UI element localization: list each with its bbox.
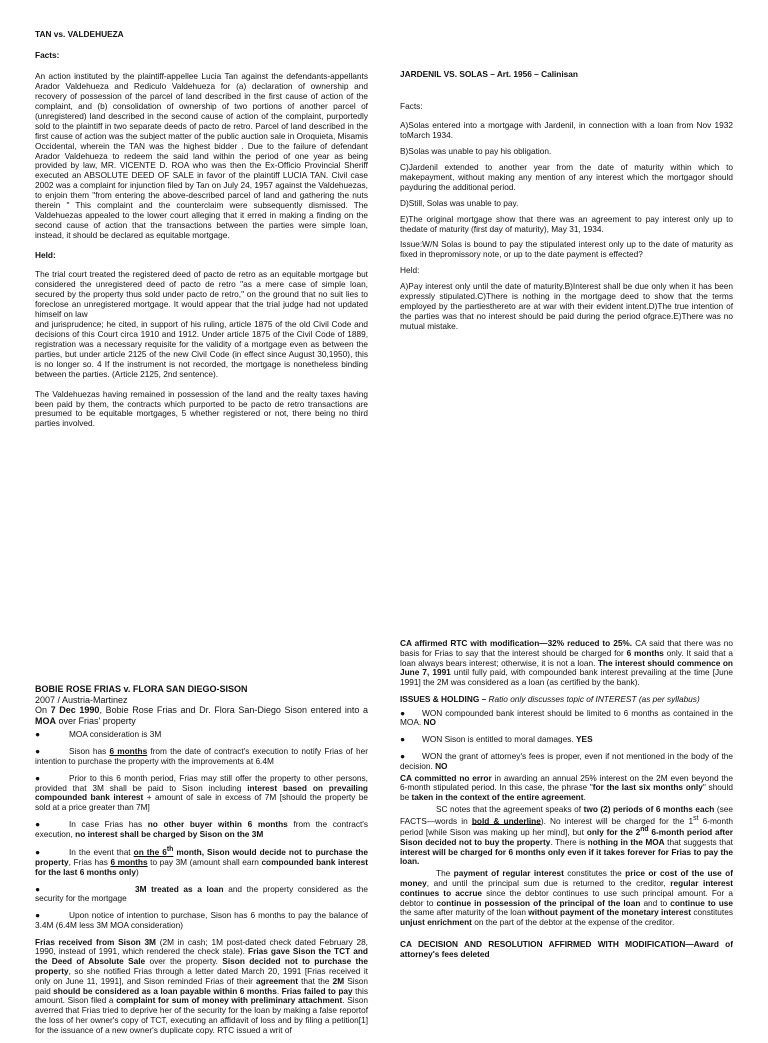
emphasis-text: agreement — [256, 975, 298, 986]
emphasis-text: month, Sison would decide not to purchase the property — [35, 847, 368, 868]
emphasis-text: bold & underline — [471, 815, 541, 826]
issue-item — [400, 752, 733, 772]
ratio-paragraph — [400, 869, 733, 928]
text-run: on the part of the debtor at the expense of the creditor. — [471, 917, 675, 928]
text-run: . — [583, 792, 586, 803]
answer-text: NO — [423, 717, 436, 728]
emphasis-text: on the 6 — [133, 847, 167, 858]
text-run: 6-month period [while Sison was making up her mind], but — [400, 815, 734, 838]
facts-paragraph: An action instituted by the plaintiff-appellee Lucia Tan against the defendants-appellants Arador Valdehueza and Rediculo Valdehueza for (a) declaration of ownership and recovery of possession of the parcel of land described in the first cause of action of the complaint, and (b) consolidation of ownership of two portions of another parcel of (unregistered) land described in the second cause of action of the complaint, purportedly sold to the plaintiff in two separate deeds of pacto de retro. Parcel of land described in the first cause of action was the subject matter of the public auction sale in Oroquieta, Misamis Occidental, wherein the TAN was the highest bidder . Due to the failure of defendant Arador Valdehueza to redeem the said land within the period of one year as being provided by law, MR. VICENTE D. ROA who was then the Ex-Officio Provincial Sheriff executed an ABSOLUTE DEED OF SALE in favor of the plaintiff LUCIA TAN. Civil case 2002 was a complaint for injunction filed by Tan on July 24, 1957 against the Valdehuezas, to enjoin them "from entering the above-described parcel of land and gathering the nuts therein " This complaint and the counterclaim were subsequently dismissed. The Valdehuezas appealed to the lower court alleging that it erred in making a finding on the second cause of action that the transactions between the parties were simple loan, instead, it should be declared as equitable mortgage. — [35, 70, 368, 241]
fact-b: B)Solas was unable to pay his obligation. — [400, 145, 552, 156]
text-run: only. It said that a loan always bears interest; otherwise, it is not a loan. — [400, 647, 733, 668]
bullet-icon: ● — [400, 751, 406, 762]
text-run: to pay 3M (amount shall earn — [147, 857, 262, 868]
ca-ruling-paragraph — [400, 639, 733, 688]
bullet-icon: ● — [400, 734, 406, 745]
superscript: st — [693, 814, 699, 822]
text-run: , Bobie Rose Frias and Dr. Flora San-Diego Sison entered into a — [99, 705, 368, 716]
emphasis-text: nothing in the MOA — [587, 836, 665, 847]
text-run: that the — [298, 975, 333, 986]
emphasis-text: 2M — [332, 975, 345, 986]
ratio-paragraph — [400, 805, 733, 867]
emphasis-text: taken in the context of the entire agreement — [411, 792, 584, 803]
text-run: from the date of contract's execution to notify Frias of her intention to purchase the property with the improvements at 6.4M — [35, 746, 368, 766]
emphasis-text: regular interest continues to accrue — [400, 877, 734, 898]
moa-text: MOA — [35, 715, 56, 726]
emphasis-text: interest will be charged for 6 months only even if it takes forever for Frias to pay the loan. — [400, 846, 733, 867]
bullet-text: MOA consideration is 3M — [69, 729, 162, 740]
text-run: and to — [640, 897, 671, 908]
emphasis-text: price or cost of the use of money — [400, 868, 733, 888]
text-run: , so she notified Frias through a letter dated March 20, 1991 [Frias received it only on June 11, 1991], and Sison reminded Frias of their — [35, 966, 368, 986]
bullet-icon: ● — [35, 818, 41, 829]
emphasis-text: Frias gave Sison the TCT and the Deed of Absolute Sale — [35, 946, 368, 967]
text-run: over Frias' property — [56, 715, 136, 726]
held-paragraph-continued: and jurisprudence; he cited, in support of his ruling, article 1875 of the old Civil Code and decisions of this Court circa 1910 and 1912. Under article 1875 of the Civil Code of 1889, registration was a necessary requisite for the validity of a mortgage even as between the parties, but under article 2125 of the new Civil Code (in effect since August 30,1950), this is no longer so. 4 If the instrument is not recorded, the mortgage is nonetheless binding between the parties. (Article 2125, 2nd sentence). — [35, 318, 368, 379]
disposition-paragraph: CA DECISION AND RESOLUTION AFFIRMED WITH MODIFICATION—Award of attorney's fees deleted — [400, 938, 733, 959]
text-run: WON compounded bank interest should be limited to 6 months as contained in the MOA. — [400, 707, 733, 728]
issue-item — [400, 735, 733, 745]
emphasis-text: without payment of the monetary interest — [528, 907, 692, 918]
case-subtitle: 2007 / Austria-Martinez — [35, 694, 128, 705]
bullet-item — [35, 846, 368, 877]
emphasis-text: only for the 2 — [586, 827, 641, 838]
text-run: . There is — [550, 836, 588, 847]
held-paragraph: The trial court treated the registered deed of pacto de retro as an equitable mortgage but considered the unregistered deed of pacto de retro "as a mere case of simple loan, secured by the property thus sold under pacto de retro," on the ground that no suit lies to foreclose an unregistered mortgage. It would appear that the trial judge had not updated himself on law — [35, 269, 368, 319]
frias-holding-section — [400, 639, 733, 966]
emphasis-text: no interest shall be charged by Sison on the 3M — [75, 828, 264, 839]
text-run: Prior to this 6 month period, Frias may still offer the property to other persons, provided that 3M shall be paid to Sison including — [35, 772, 368, 793]
bullet-item — [35, 911, 368, 931]
text-run: the same after maturity of the loan — [400, 907, 529, 918]
emphasis-text: Sison decided not to purchase the property — [35, 956, 368, 977]
text-run: since the debtor continues to use such principal amount. For a debtor to — [400, 887, 734, 908]
emphasis-text: no other buyer within 6 months — [147, 818, 288, 829]
emphasis-text: Frias failed to pay — [281, 985, 353, 996]
bullet-item — [35, 820, 368, 840]
text-run: WON the grant of attorney's fees is proper, even if not mentioned in the body of the decision. — [400, 751, 733, 771]
case-title: TAN vs. VALDEHUEZA — [35, 29, 124, 39]
emphasis-text: CA affirmed RTC with modification—32% reduced to 25%. — [400, 638, 633, 648]
text-run: . Sison averred that Frias tried to deprive her of the security for the loan by making a false report — [35, 995, 368, 1016]
text-run: until fully paid, with compounded bank interest prevailing at the time [June 1991] the 2M was considered as a loan (as certified by the bank). — [400, 667, 733, 688]
text-run: (see FACTS—words in — [400, 803, 733, 826]
held-label: Held: — [35, 250, 56, 261]
emphasis-text: complaint for sum of money with preliminary attachment — [116, 995, 343, 1006]
issue-paragraph: Issue:W/N Solas is bound to pay the stipulated interest only up to the date of maturity as fixed in thepromissory note, or up to the date payment is effected? — [400, 239, 733, 260]
held-label: Held: — [400, 265, 420, 276]
text-run: CA said that there was no basis for Frias to say that the interest should be charged for — [400, 638, 733, 658]
emphasis-text: for the last six months only — [592, 782, 703, 793]
bullet-item — [35, 774, 368, 813]
fact-d: D)Still, Solas was unable to pay. — [400, 197, 519, 208]
superscript: th — [166, 846, 174, 854]
answer-text: NO — [435, 760, 448, 771]
bullet-icon: ● — [35, 746, 41, 757]
emphasis-text: continue to use — [670, 897, 733, 908]
text-run: In case Frias has — [69, 818, 148, 829]
issues-heading — [400, 695, 733, 705]
text-run: constitutes the — [563, 868, 626, 879]
tan-vs-valdehueza-section — [35, 30, 368, 436]
text-run: . — [276, 985, 282, 996]
bullet-item — [35, 885, 368, 905]
date-text: 7 Dec 1990 — [50, 705, 100, 716]
emphasis-text: 6-month period after Sison decided not to buy the property — [400, 827, 734, 847]
text-run: , and until the principal sum due is returned to the creditor, — [426, 877, 671, 888]
text-run: The — [436, 868, 454, 879]
ratio-paragraph — [400, 774, 733, 803]
emphasis-text: 3M treated as a loan — [135, 883, 224, 894]
fact-e: E)The original mortgage show that there was an agreement to pay interest only up to thedate of maturity (first day of maturity), May 31, 1934. — [400, 213, 733, 234]
case-title: JARDENIL VS. SOLAS – Art. 1956 – Calinisan — [400, 69, 578, 79]
text-run: On — [35, 705, 51, 716]
text-run: of the loss of her owner's copy of TCT, executing an affidavit of loss and by filing a petition[1] for the issuance of a new owner's duplicate copy. RTC issued a writ of — [35, 1005, 368, 1035]
text-run: this amount. Sison filed a — [35, 985, 369, 1006]
frias-vs-sison-section — [35, 684, 368, 1043]
fact-c: C)Jardenil extended to another year from the date of maturity within which to makepayment, without making any mention of any interest which the mortgagor should payduring the additional period. — [400, 161, 733, 192]
text-run: " should be — [400, 782, 733, 803]
bullet-text: Upon notice of intention to purchase, Sison has 6 months to pay the balance of 3.4M (6.4M less 3M MOA consideration) — [35, 910, 368, 930]
bullet-icon: ● — [400, 707, 406, 718]
bullet-icon: ● — [35, 847, 41, 858]
emphasis-text: CA committed no error — [400, 772, 492, 783]
emphasis-text: compounded bank interest for the last 6 months only — [35, 857, 368, 877]
emphasis-text: interest based on prevailing compounded bank interest — [35, 782, 368, 803]
held-paragraph: A)Pay interest only until the date of maturity.B)Interest shall be due only when it has been expressly stipulated.C)There is nothing in the mortgage deed to show that the terms employed by the partiesthereto are at war with their evident intent.D)The true intention of the parties was that no interest should be paid during the period ofgrace.E)There was no mutual mistake. — [400, 281, 733, 332]
emphasis-text: 6 months — [110, 857, 148, 868]
facts-label: Facts: — [400, 100, 423, 111]
text-run: Sison has — [69, 746, 110, 757]
text-run: + amount of sale in excess of 7M [should the property be sold at a price greater than 7M] — [35, 792, 368, 813]
emphasis-text: unjust enrichment — [400, 917, 472, 928]
facts-paragraph — [35, 938, 368, 1036]
emphasis-text: should be considered as a loan payable within 6 months — [53, 985, 277, 996]
held-paragraph-conclusion: The Valdehuezas having remained in possession of the land and the realty taxes having been paid by them, the contracts which purported to be pacto de retro transactions are presumed to be equitable mortgages, 5 whether registered or not, there being no third parties involved. — [35, 388, 368, 429]
text-run: in awarding an annual 25% interest on the 2M even beyond the 6-month stipulated period. In this case, the phrase " — [400, 772, 734, 793]
bullet-item — [35, 730, 368, 740]
issue-item — [400, 709, 733, 729]
text-run: that suggests that — [664, 836, 733, 847]
bullet-icon: ● — [35, 772, 41, 783]
answer-text: YES — [576, 734, 593, 745]
emphasis-text: two (2) periods of 6 months each — [583, 803, 715, 814]
case-title: BOBIE ROSE FRIAS v. FLORA SAN DIEGO-SISON — [35, 684, 248, 694]
emphasis-text: Frias received from Sison 3M — [35, 936, 156, 947]
text-run: over the property. — [145, 956, 223, 967]
text-run: , Frias has — [68, 857, 111, 868]
text-run: SC notes that the agreement speaks of — [436, 803, 584, 814]
intro-paragraph — [35, 705, 368, 726]
text-run: (2M in cash; 1M post-dated check dated February 28, 1990, instead of 1991, which rendered the check stale). — [35, 936, 368, 957]
emphasis-text: payment of regular interest — [453, 868, 564, 879]
fact-a: A)Solas entered into a mortgage with Jardenil, in connection with a loan from Nov 1932 toMarch 1934. — [400, 119, 733, 140]
text-run: and the property considered as the security for the mortgage — [35, 883, 369, 904]
text-run: from the contract's execution, — [35, 818, 369, 839]
text-run: ). No interest will be charged for the 1 — [540, 815, 694, 826]
superscript: nd — [640, 826, 649, 834]
emphasis-text: ISSUES & HOLDING – — [400, 693, 487, 704]
text-run: Sison paid — [35, 975, 368, 996]
bullet-icon: ● — [35, 729, 41, 740]
bullet-icon: ● — [35, 883, 41, 894]
facts-label: Facts: — [35, 49, 60, 60]
emphasis-text: The interest should commence on June 7, 1991 — [400, 657, 733, 678]
italic-text: Ratio only discusses topic of INTEREST (as per syllabus) — [486, 693, 700, 704]
jardenil-vs-solas-section — [400, 70, 733, 338]
bullet-icon: ● — [35, 910, 41, 921]
text-run: ) — [135, 866, 139, 877]
emphasis-text: continue in possession of the principal of the loan — [436, 897, 641, 908]
emphasis-text: 6 months — [109, 746, 148, 757]
text-run: In the event that — [69, 847, 134, 858]
text-run: WON Sison is entitled to moral damages. — [422, 734, 577, 745]
bullet-item — [35, 747, 368, 767]
emphasis-text: 6 months — [626, 647, 664, 658]
text-run: constitutes — [691, 907, 733, 918]
